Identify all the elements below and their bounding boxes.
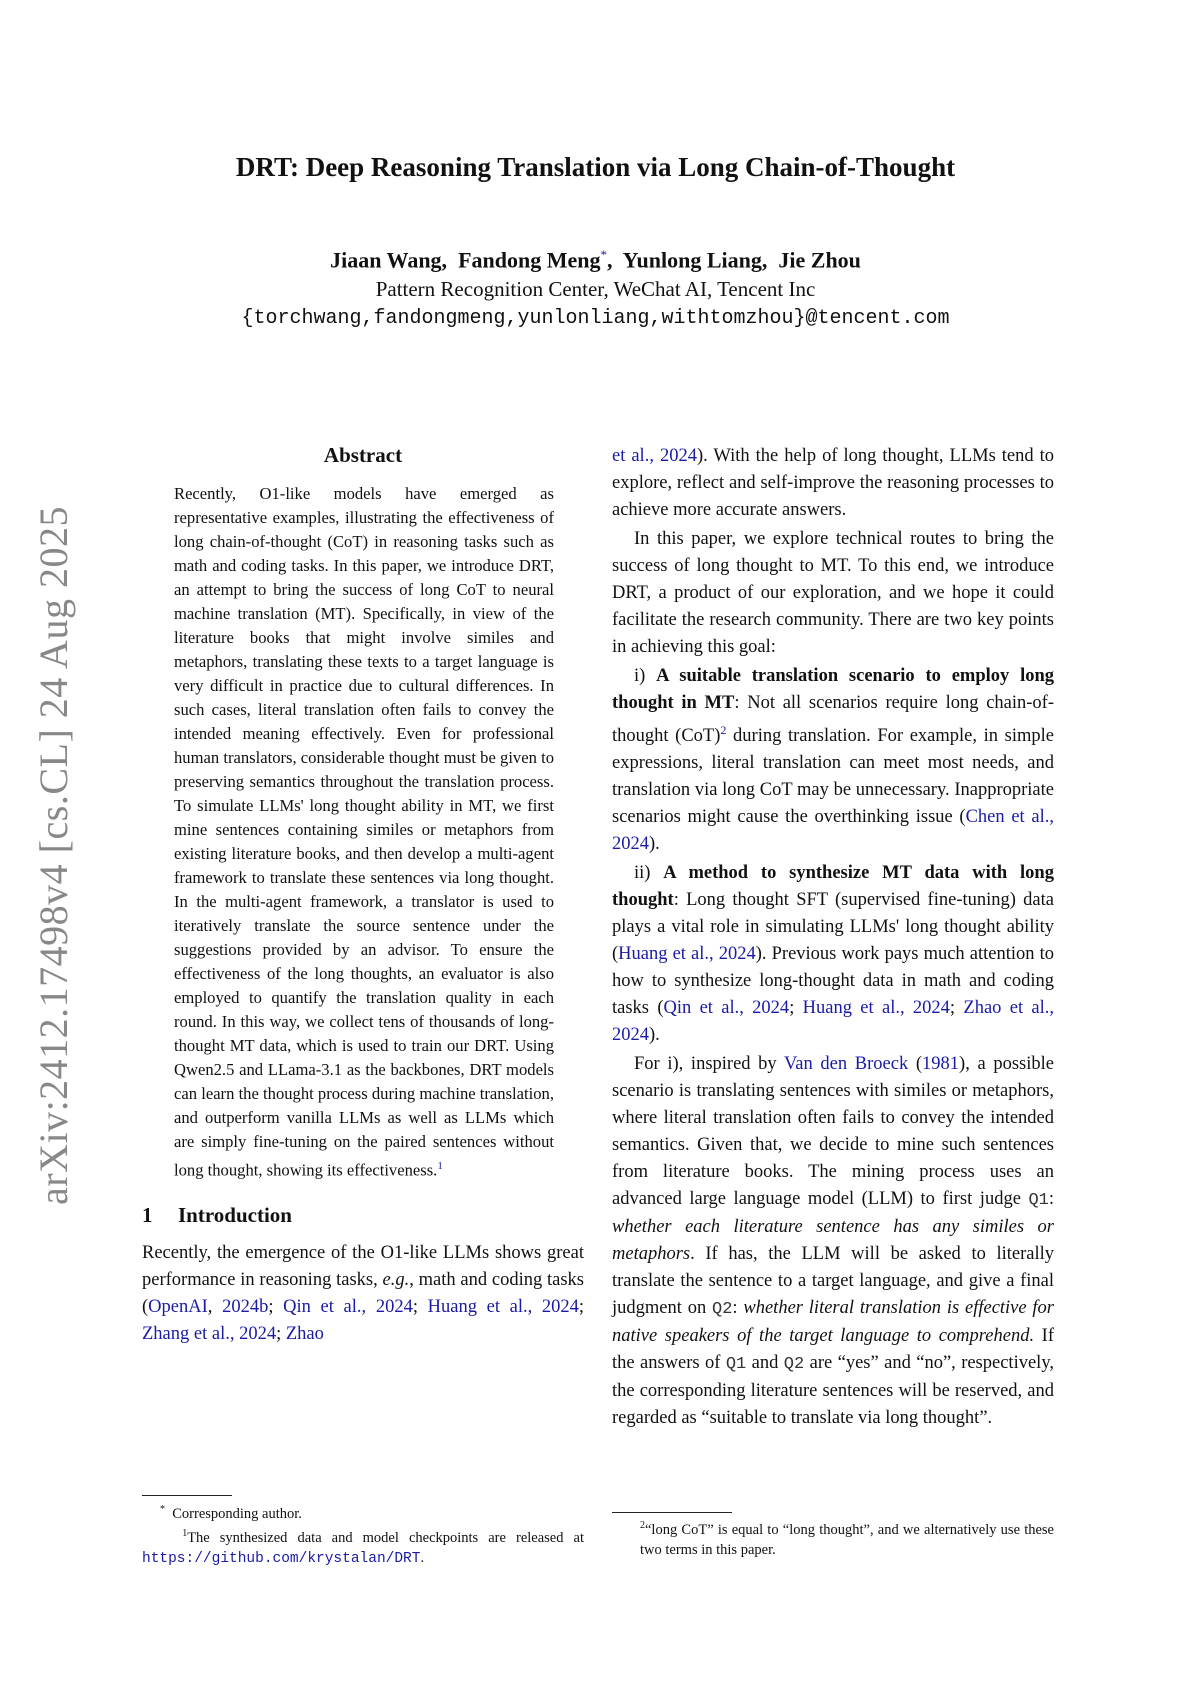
citation-link[interactable]: Zhang et al., 2024	[142, 1323, 277, 1344]
text-run: : Long thought SFT (supervised fine-tuning) data plays a vital role in simulating LLMs' long thought ability (	[612, 890, 1054, 965]
author-name: Fandong Meng	[458, 247, 601, 273]
author-separator: ,	[606, 247, 613, 273]
footnote-1	[142, 1524, 584, 1569]
left-column	[142, 443, 584, 1348]
text-run: ;	[412, 1296, 428, 1317]
abstract-text: Recently, O1-like models have emerged as representative examples, illustrating the effectiveness of long chain-of-thought (CoT) in reasoning tasks such as math and coding tasks. In this paper, we introduce DRT, an attempt to bring the success of long CoT to neural machine translation (MT). Specifically, in view of the literature books that might involve similes and metaphors, translating these texts to a target language is very difficult in practice due to cultural differences. In such cases, literal translation often fails to convey the intended meaning effectively. Even for professional human translators, considerable thought must be given to preserving semantics throughout the translation process. To simulate LLMs' long thought ability in MT, we first mine sentences containing similes or metaphors from existing literature books, and then develop a multi-agent framework to translate these sentences via long thought. In the multi-agent framework, a translator is used to iteratively translate the source sentence under the suggestions provided by an advisor. To ensure the effectiveness of the long thoughts, an evaluator is also employed to quantify the translation quality in each round. In this way, we collect tens of thousands of long-thought MT data, which is used to train our DRT. Using Qwen2.5 and LLama-3.1 as the backbones, DRT models can learn the thought process during machine translation, and outperform vanilla LLMs as well as LLMs which are simply fine-tuning on the paired sentences without long thought, showing its effectiveness.	[174, 484, 554, 1180]
footnote-text: “long CoT” is equal to “long thought”, and we alternatively use these two terms in this paper.	[640, 1521, 1054, 1558]
citation-link[interactable]: Huang et al., 2024	[427, 1296, 579, 1317]
text-run: ). Previous work pays much attention to how to synthesize long-thought data in math and coding tasks (	[612, 944, 1054, 1019]
citation-link[interactable]: 1981	[922, 1054, 960, 1075]
right-column	[612, 443, 1054, 1434]
paragraph-key-point-2	[612, 860, 1054, 1049]
citation-link[interactable]: Zhao	[285, 1323, 324, 1344]
author-name: Yunlong Liang,	[622, 247, 768, 273]
text-run: ;	[268, 1296, 284, 1317]
corresponding-author-mark: *	[600, 247, 607, 262]
question-label: Q2	[712, 1300, 733, 1320]
text-run: :	[732, 1298, 744, 1319]
citation-link[interactable]: Van den Broeck	[784, 1054, 909, 1075]
italic-phrase: whether each literature sentence has any similes or metaphors	[612, 1217, 1054, 1265]
question-label: Q2	[783, 1355, 805, 1375]
author-emails: {torchwang,fandongmeng,yunlonliang,withtomzhou}@tencent.com	[241, 307, 950, 330]
footnote-text: The synthesized data and model checkpoints are released at	[187, 1529, 584, 1546]
text-run: For i), inspired by	[634, 1054, 784, 1075]
citation-link[interactable]: Qin et al.,	[283, 1296, 367, 1317]
footnotes-left	[142, 1500, 584, 1569]
repository-link[interactable]: https://github.com/krystalan/DRT	[142, 1550, 421, 1567]
text-run: , a possible scenario is translating sentences with similes or metaphors, where literal translation often fails to convey the intended semantics. Given that, we decide to mine such sentences from literature books. The mining process uses an advanced large language model (LLM) to first judge	[612, 1054, 1054, 1210]
text-run: and	[746, 1353, 784, 1374]
text-run: are “yes” and “no”, respectively, the corresponding literature sentences will be reserved, and regarded as “suitable to translate via long thought”.	[612, 1353, 1054, 1429]
citation-link[interactable]: Zhao et al., 2024	[612, 998, 1055, 1046]
citation-link[interactable]: et al., 2024	[612, 446, 697, 466]
text-run: . If has, the LLM will be asked to literally translate the sentence to a target language, and give a final judgment on	[612, 1244, 1054, 1319]
author-list	[0, 247, 1191, 273]
text-run: ). With the help of long thought, LLMs tend to explore, reflect and self-improve the reasoning processes to achieve more accurate answers.	[612, 446, 1055, 520]
paragraph-scenario: For i), inspired by Van den Broeck (1981), a possible scenario is translating sentences with similes or metaphors, where literal translation often fails to convey the intended semantics. Given that, we decide to mine such sentences from literature books. The mining process uses an advanced large language model (LLM) to first judge Q1: whether each literature sentence has any similes or metaphors. If has, the LLM will be asked to literally translate the sentence to a target language, and give a final judgment on Q2: whether literal translation is effective for native speakers of the target language to comprehend. If the answers of Q1 and Q2 are “yes” and “no”, respectively, the corresponding literature sentences will be reserved, and regarded as “suitable to translate via long thought”.	[612, 1054, 1055, 1429]
question-label: Q1	[1028, 1191, 1049, 1211]
citation-link[interactable]: 2024	[375, 1296, 413, 1317]
bold-phrase: A suitable translation scenario to employ long thought in MT	[612, 666, 1054, 713]
footnote-ref[interactable]: 1	[437, 1160, 443, 1172]
footnote-2	[612, 1516, 1054, 1560]
text-run: ).	[649, 834, 660, 855]
footnote-corresponding	[142, 1500, 584, 1524]
citation-link[interactable]: Huang et al., 2024	[802, 998, 950, 1019]
text-run: ;	[578, 1296, 585, 1317]
footnote-ref[interactable]: 2	[720, 723, 727, 737]
text-run: ;	[949, 998, 964, 1019]
paragraph-continuation	[612, 443, 1054, 524]
abstract-heading: Abstract	[323, 443, 403, 467]
italic-phrase: whether literal translation is effective for native speakers of the target language to comprehend.	[612, 1298, 1055, 1347]
footnote-mark: 1	[182, 1527, 188, 1539]
affiliation: Pattern Recognition Center, WeChat AI, Tencent Inc	[375, 277, 816, 301]
footnote-mark: *	[160, 1504, 165, 1515]
text-run: .	[420, 1549, 425, 1566]
text-run: ii)	[634, 863, 664, 884]
text-run: ).	[649, 1025, 660, 1046]
intro-paragraph: Recently, the emergence of the O1-like LLMs shows great performance in reasoning tasks, e.g., math and coding tasks (OpenAI, 2024b; Qin et al., 2024; Huang et al., 2024; Zhang et al., 2024; Zhao	[142, 1242, 585, 1344]
section-title: Introduction	[178, 1202, 292, 1227]
text-run: :	[1048, 1189, 1054, 1210]
citation-link[interactable]: Qin et al., 2024	[663, 998, 790, 1019]
abstract-body	[174, 482, 554, 1183]
section-heading-introduction	[142, 1203, 584, 1228]
bold-phrase: A method to synthesize MT data with long thought	[612, 863, 1054, 911]
footnote-divider	[612, 1512, 732, 1513]
section-number: 1	[142, 1202, 153, 1227]
paper-title: DRT: Deep Reasoning Translation via Long Chain-of-Thought	[235, 152, 956, 182]
arxiv-side-stamp: arXiv:2412.17498v4 [cs.CL] 24 Aug 2025	[31, 506, 76, 1205]
text-run: e.g.	[382, 1269, 410, 1290]
text-run: : Not all scenarios require long chain-of-thought (CoT)	[612, 693, 1054, 747]
footnote-divider	[142, 1495, 232, 1496]
author-name: Jie Zhou	[778, 247, 861, 273]
text-run: Recently, the emergence of the O1-like LLMs shows great performance in reasoning tasks,	[142, 1242, 584, 1290]
text-run: ;	[789, 998, 803, 1019]
text-run: If the answers of	[612, 1326, 1054, 1374]
footnote-mark: 2	[640, 1520, 645, 1531]
footnotes-right	[612, 1516, 1054, 1560]
question-label: Q1	[725, 1355, 747, 1375]
text-run: i)	[634, 666, 657, 686]
citation-link[interactable]: Chen et al., 2024	[612, 807, 1054, 855]
text-run: during translation. For example, in simple expressions, literal translation can meet most needs, and translation via long CoT may be unnecessary. Inappropriate scenarios might cause the overthinking issue (	[612, 726, 1054, 828]
paragraph-key-point-1	[612, 663, 1054, 858]
author-name: Jiaan Wang,	[330, 247, 448, 273]
paragraph-explore: In this paper, we explore technical routes to bring the success of long thought to MT. To this end, we introduce DRT, a product of our exploration, and we hope it could facilitate the research community. There are two key points in achieving this goal:	[612, 529, 1054, 657]
text-run: ;	[276, 1323, 286, 1344]
footnote-text: Corresponding author.	[172, 1505, 302, 1522]
citation-link[interactable]: Huang et al., 2024	[618, 944, 756, 965]
text-run: , math and coding tasks (	[142, 1269, 584, 1317]
citation-link[interactable]: 2024b	[222, 1296, 269, 1317]
citation-link[interactable]: OpenAI	[148, 1296, 208, 1317]
